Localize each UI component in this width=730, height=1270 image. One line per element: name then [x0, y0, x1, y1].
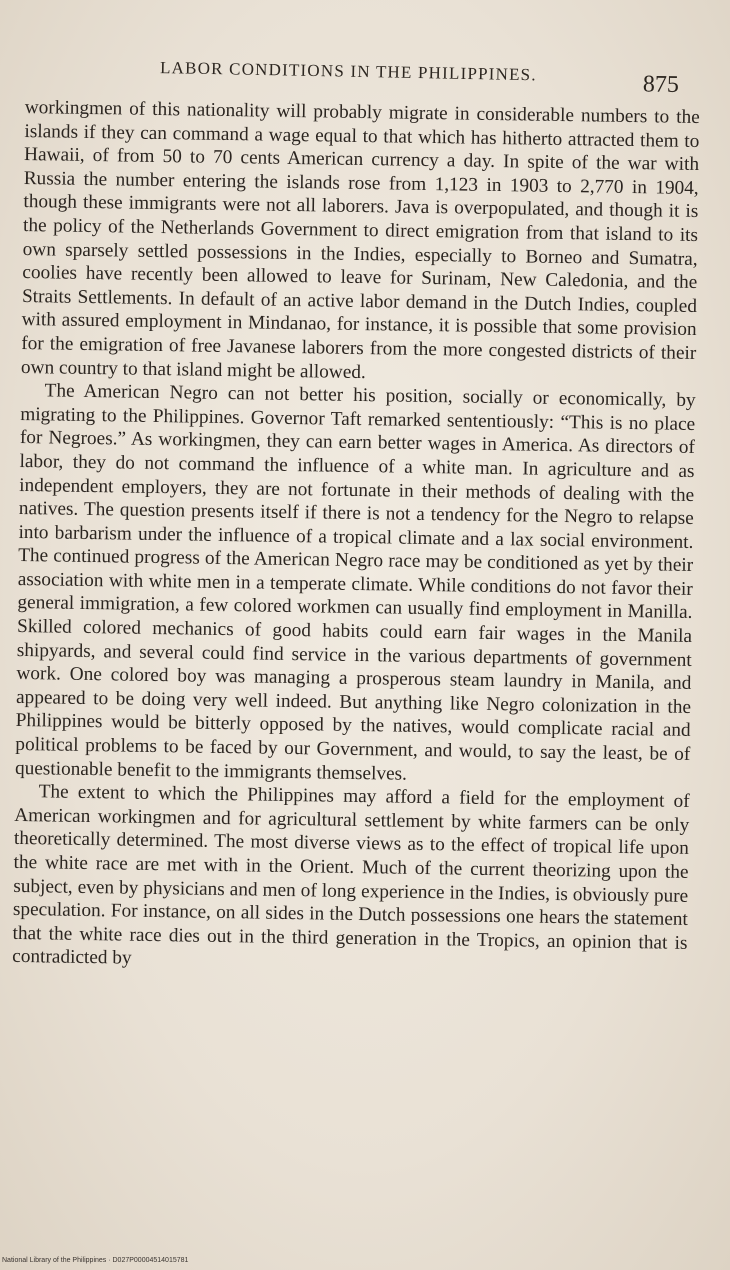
paragraph-2: The American Negro can not better his position, socially or economically, by migrating to the Philippines. Governor Taft remarked sententiously: “This is no place for Negroes.” As workingmen, they can earn better wages in America. As directors of labor, they do not command the influence of a white man. In agriculture and as independent employers, they are not fortunate in their methods of dealing with the natives. The question presents itself if there is not a tendency for the Negro to relapse into barbarism under the influence of a tropical climate and a lax social environment. The continued progress of the American Negro race may be conditioned as yet by their association with white men in a temperate climate. While conditions do not favor their general immigration, a few colored workmen can usually find employment in Manilla. Skilled colored mechanics of good habits could earn fair wages in the Manila shipyards, and several could find service in the various departments of government work. One colored boy was managing a prosperous steam laundry in Manila, and appeared to be doing very well indeed. But anything like Negro colonization in the Philippines would be bitterly opposed by the natives, would complicate racial and political problems to be faced by our Government, and would, to say the least, be of questionable benefit to the immigrants themselves. — [14, 380, 696, 785]
paragraph-1: workingmen of this nationality will probably migrate in considerable numbers to the islands if they can command a wage equal to that which has hitherto attracted them to Hawaii, of from 50 to 70 cents American currency a day. In spite of the war with Russia the number entering the islands rose from 1,123 in 1903 to 2,770 in 1904, though these immigrants were not all laborers. Java is overpopulated, and though it is the policy of the Netherlands Government to direct emigration from that island to its own sparsely settled possessions in the Indies, especially to Borneo and Sumatra, coolies have recently been allowed to leave for Surinam, New Caledonia, and the Straits Settlements. In default of an active labor demand in the Dutch Indies, coupled with assured employment in Mindanao, for instance, it is possible that some provision for the emigration of free Javanese laborers from the more congested districts of their own country to that island might be allowed. — [20, 96, 700, 383]
running-title: LABOR CONDITIONS IN THE PHILIPPINES. — [159, 58, 537, 85]
page-number: 875 — [642, 71, 680, 99]
paragraph-3: The extent to which the Philippines may afford a field for the employment of American workingmen and for agricultural settlement by white farmers can be only theoretically determined. The most diverse views as to the effect of tropical life upon the white race are met with in the Orient. Much of the current theorizing upon the subject, even by physicians and men of long experience in the Indies, is obviously pure speculation. For instance, on all sides in the Dutch possessions one hears the statement that the white race dies out in the third generation in the Tropics, an opinion that is contradicted by — [12, 781, 690, 970]
library-stamp: National Library of the Philippines · D027P00004514015781 — [2, 1257, 189, 1264]
body-text — [12, 96, 700, 979]
page-header — [0, 47, 730, 101]
